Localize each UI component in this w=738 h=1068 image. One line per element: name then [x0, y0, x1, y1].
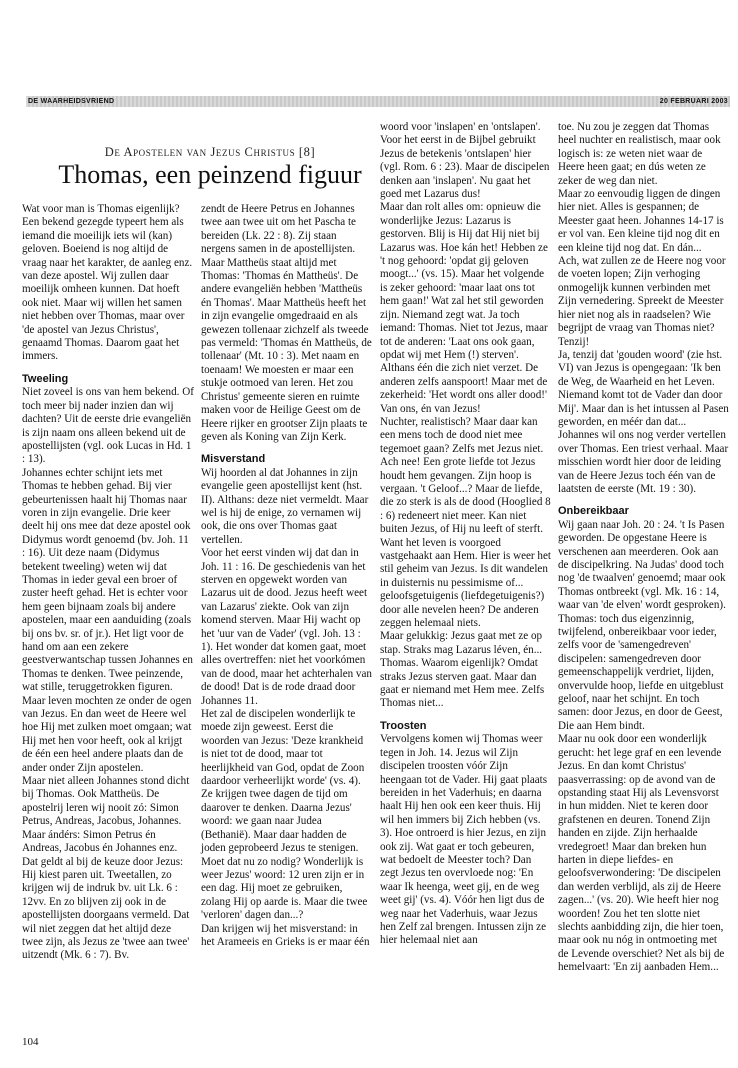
- paragraph: Het zal de discipelen wonderlijk te moede zijn geweest. Eerst die woorden van Jezus: 'Deze krankheid is niet tot de dood, maar tot heerlijkheid van God, opdat de Zoon daardoor verheerlijkt worde' (vs. 4). Ze krijgen twee dagen de tijd om daarover te denken. Daarna Jezus' woord: we gaan naar Judea (Bethanië). Maar daar hadden de joden geprobeerd Jezus te stenigen. Moet dat nu zo nodig? Wonderlijk is weer Jezus' woord: 12 uren zijn er in een dag. Hij moet ze gebruiken, zolang Hij op aarde is. Maar die twee 'verloren' dagen dan...?: [201, 708, 368, 922]
- paragraph: Maar gelukkig: Jezus gaat met ze op stap. Straks mag Lazarus léven, én... Thomas. Waarom eigenlijk? Omdat straks Jezus sterven gaat. Maar dan gaat er niemand met Hem mee. Zelfs Thomas niet...: [380, 630, 545, 710]
- paragraph: Wij gaan naar Joh. 20 : 24. 't Is Pasen geworden. De opgestane Heere is verschenen aan meerderen. Ook aan de discipelkring. Na Judas' dood toch nog 'de twaalven' genoemd; maar ook Thomas ontbreekt (vgl. Mk. 16 : 14, waar van 'de elven' wordt gesproken). Thomas: toch dus eigenzinnig, twijfelend, onbereikbaar voor ieder, zelfs voor de 'samengedreven' discipelen: samengedreven door gemeenschappelijk verdriet, lijden, onvervulde hoop, liefde en uitgeblust geloof, naar het schijnt. En toch samen: door Jezus, en door de Geest, Die aan Hem bindt.: [558, 518, 726, 732]
- paragraph: Wij hoorden al dat Johannes in zijn evangelie geen apostellijst kent (hst. II). Althans: deze niet vermeldt. Maar wel is hij de enige, zo vernamen wij ook, die ons over Thomas gaat vertellen.: [201, 466, 369, 546]
- series-title: De Apostelen van Jezus Christus [8]: [104, 145, 316, 159]
- paragraph: toe. Nu zou je zeggen dat Thomas heel nuchter en realistisch, maar ook logisch is: ze weten niet waar de Heere heen gaat; en dús weten ze zeker de weg dan niet.: [558, 121, 721, 187]
- page-number: 104: [22, 1036, 39, 1048]
- paragraph: zendt de Heere Petrus en Johannes twee aan twee uit om het Pascha te bereiden (Lk. 22 : 8). Zij staan nergens samen in de apostellijsten. Maar Mattheüs staat altijd met Thomas: 'Thomas én Mattheüs'. De andere evangeliën hebben 'Mattheüs én Thomas'. Maar Mattheüs heeft het in zijn evangelie omgedraaid en als gewezen tollenaar zichzelf als tweede pas vermeld: 'Thomas én Mattheüs, de tollenaar' (Mt. 10 : 3). Met naam en toenaam! We moesten er maar een stukje ootmoed van leren. Het zou Christus' gemeente sieren en ruimte maken voor de Heilige Geest om de Heere rijker en grootser Zijn plaats te geven als Koning van Zijn Kerk.: [201, 203, 372, 443]
- column-4: [558, 121, 730, 975]
- paragraph: Maar dan rolt alles om: opnieuw die wonderlijke Jezus: Lazarus is gestorven. Blij is Hij dat Hij niet bij Lazarus was. Hoe kán het! Hebben ze 't nog gehoord: 'opdat gij geloven moogt...' (vs. 15). Maar het volgende is zeker gehoord: 'maar laat ons tot hem gaan!' Wat zal het stil geworden zijn. Niemand zegt wat. Ja toch iemand: Thomas. Niet tot Jezus, maar tot de anderen: 'Laat ons ook gaan, opdat wij met Hem (!) sterven'.: [380, 201, 548, 361]
- column-2: [201, 203, 373, 949]
- paragraph: Johannes wil ons nog verder vertellen over Thomas. Een triest verhaal. Maar misschien wordt hier door de leiding van de Heere Jezus toch één van de laatsten de eerste (Mt. 19 : 30).: [558, 429, 729, 495]
- section-heading-misverstand: Misverstand: [201, 453, 266, 466]
- paragraph: Ja, tenzij dat 'gouden woord' (zie hst. VI) van Jezus is opengegaan: 'Ik ben de Weg, de Waarheid en het Leven. Niemand komt tot de Vader dan door Mij'. Maar dan is het intussen al Pasen geworden, en méér dan dat...: [558, 348, 729, 428]
- paragraph: Ach nee! Een grote liefde tot Jezus houdt hem gevangen. Zijn hoop is vergaan. 't Geloof...? Maar de liefde, die zo sterk is als de dood (Hooglied 8 : 6) redeneert niet meer. Kan niet buiten Jezus, of Hij nu leeft of sterft. Want het leven is voorgoed vastgehaakt aan Hem. Hier is weer het stil geheim van Jezus. Is dit wandelen in duisternis nu pessimisme of... geloofsgetuigenis (liefdegetuigenis?) door alle nevelen heen? De anderen zeggen helemaal niets.: [380, 456, 551, 630]
- column-1: [22, 203, 194, 963]
- paragraph: Voor het eerst vinden wij dat dan in Joh. 11 : 16. De geschiedenis van het sterven en opgewekt worden van Lazarus uit de dood. Jezus heeft weet van Lazarus' ziekte. Ook van zijn komend sterven. Maar Hij wacht op het 'uur van de Vader' (vgl. Joh. 13 : 1). Het wonder dat komen gaat, moet alles overtreffen: niet het voorkómen van de dood, maar het achterhalen van de dood! Dat is de rode draad door Johannes 11.: [201, 547, 372, 707]
- paragraph: Dan krijgen wij het misverstand: in het Arameeis en Grieks is er maar één: [201, 922, 370, 948]
- masthead-bar: [26, 96, 730, 107]
- paragraph: Johannes echter schijnt iets met Thomas te hebben gehad. Bij vier gebeurtenissen haalt hij Thomas naar voren in zijn evangelie. Drie keer deelt hij ons mee dat deze apostel ook Didymus wordt genoemd (bv. Joh. 11 : 16). Uit deze naam (Didymus betekent tweeling) weten wij dat Thomas in ieder geval een broer of zuster heeft gehad. Het is echter voor hem geen bijnaam zoals bij andere apostelen, maar een aanduiding (zoals bij ons bv. sr. of jr.). Het ligt voor de hand om aan een zekere geestverwantschap tussen Johannes en Thomas te denken. Twee peinzende, wat stille, teruggetrokken figuren. Maar leven mochten ze onder de ogen van Jezus. En dan weet de Heere wel hoe Hij met zulken moet omgaan; wat Hij met hen voor heeft, ook al krijgt de één een heel andere plaats dan de ander onder Zijn apostelen.: [22, 466, 193, 774]
- paragraph: Vervolgens komen wij Thomas weer tegen in Joh. 14. Jezus wil Zijn discipelen troosten vóór Zijn heengaan tot de Vader. Hij gaat plaats bereiden in het Vaderhuis; en daarna haalt Hij hen ook een keer thuis. Hij wil hen immers bij Zich hebben (vs. 3). Hoe ontroerd is hier Jezus, en zijn ook zij. Wat gaat er toch gebeuren, wat bedoelt de Meester toch? Dan zegt Jezus ten overvloede nog: 'En waar Ik heenga, weet gij, en de weg weet gij' (vs. 4). Vóór hen ligt dus de weg naar het Vaderhuis, waar Jezus hen Zelf zal brengen. Intussen zijn ze hier helemaal niet aan: [380, 733, 548, 947]
- paragraph: Maar nu ook door een wonderlijk gerucht: het lege graf en een levende Jezus. En dan komt Christus' paasverrassing: op de avond van de opstanding staat Hij als Levensvorst in hun midden. Niet te keren door grafstenen en deuren. Tonend Zijn handen en zijde. Zijn herhaalde vredegroet! Maar dan breken hun harten in diepe liefdes- en geloofsverwondering: 'De discipelen dan werden verblijd, als zij de Heere zagen...' (vs. 20). Wie heeft hier nog woorden! Zou het ten slotte niet slechts aanbidding zijn, die hier toen, maar ook nu nóg in ontmoeting met de Levende overschiet? Net als bij de hemelvaart: 'En zij aanbaden Hem...: [558, 733, 725, 974]
- column-3: [380, 121, 552, 948]
- paragraph: Maar zo eenvoudig liggen de dingen hier niet. Alles is gespannen; de Meester gaat heen. Johannes 14-17 is er vol van. Een kleine tijd nog dit en een kleine tijd nog dat. En dán...: [558, 188, 724, 254]
- paragraph: woord voor 'inslapen' en 'ontslapen'. Voor het eerst in de Bijbel gebruikt Jezus de betekenis 'ontslapen' hier (vgl. Rom. 6 : 23). Maar de discipelen denken aan 'inslapen'. Nu gaat het goed met Lazarus dus!: [380, 121, 550, 201]
- paragraph: Ach, wat zullen ze de Heere nog voor de voeten lopen; Zijn verhoging onmogelijk kunnen verbinden met Zijn vernedering. Spreekt de Meester hier niet nog als in raadselen? Wie begrijpt de vraag van Thomas niet? Tenzij!: [558, 255, 726, 348]
- issue-date: 20 FEBRUARI 2003: [659, 98, 728, 105]
- article-title: Thomas, een peinzend figuur: [58, 160, 362, 189]
- paragraph: Nuchter, realistisch? Maar daar kan een mens toch de dood niet mee tegemoet gaan? Zelfs met Jezus niet.: [380, 415, 544, 455]
- section-heading-onbereikbaar: Onbereikbaar: [558, 505, 629, 518]
- paragraph: Althans één die zich niet verzet. De anderen zelfs aanspoort! Maar met de zekerheid: 'Het wordt ons aller dood!' Van ons, én van Jezus!: [380, 362, 548, 415]
- section-heading-troosten: Troosten: [380, 719, 427, 732]
- paragraph: Niet zoveel is ons van hem bekend. Of toch meer bij nader inzien dan wij dachten? Uit de eerste drie evangeliën is zijn naam ons alleen bekend uit de apostellijsten (vgl. ook Lucas in Hd. 1 : 13).: [22, 386, 194, 466]
- publication-name: DE WAARHEIDSVRIEND: [28, 98, 115, 105]
- paragraph: Wat voor man is Thomas eigenlijk? Een bekend gezegde typeert hem als iemand die moeilijk iets wil (kan) geloven. Boeiend is nog altijd de vraag naar het karakter, de aanleg enz. van deze apostel. Wij zullen daar moeilijk omheen kunnen. Dat hoeft ook niet. Maar wij willen het samen niet hebben over Thomas, maar over 'de apostel van Jezus Christus', genaamd Thomas. Daarom gaat het immers.: [22, 203, 193, 363]
- paragraph: Maar niet alleen Johannes stond dicht bij Thomas. Ook Mattheüs. De apostelrij leren wij nooit zó: Simon Petrus, Andreas, Jacobus, Johannes. Maar ándérs: Simon Petrus én Andreas, Jacobus én Johannes enz. Dat geldt al bij de keuze door Jezus: Hij kiest paren uit. Tweetallen, zo krijgen wij de indruk bv. uit Lk. 6 : 12vv. En zo blijven zij ook in de apostellijsten doorgaans vermeld. Dat wil niet zeggen dat het altijd deze twee zijn, als Jezus ze 'twee aan twee' uitzendt (Mk. 6 : 7). Bv.: [22, 775, 190, 962]
- section-heading-tweeling: Tweeling: [22, 372, 69, 385]
